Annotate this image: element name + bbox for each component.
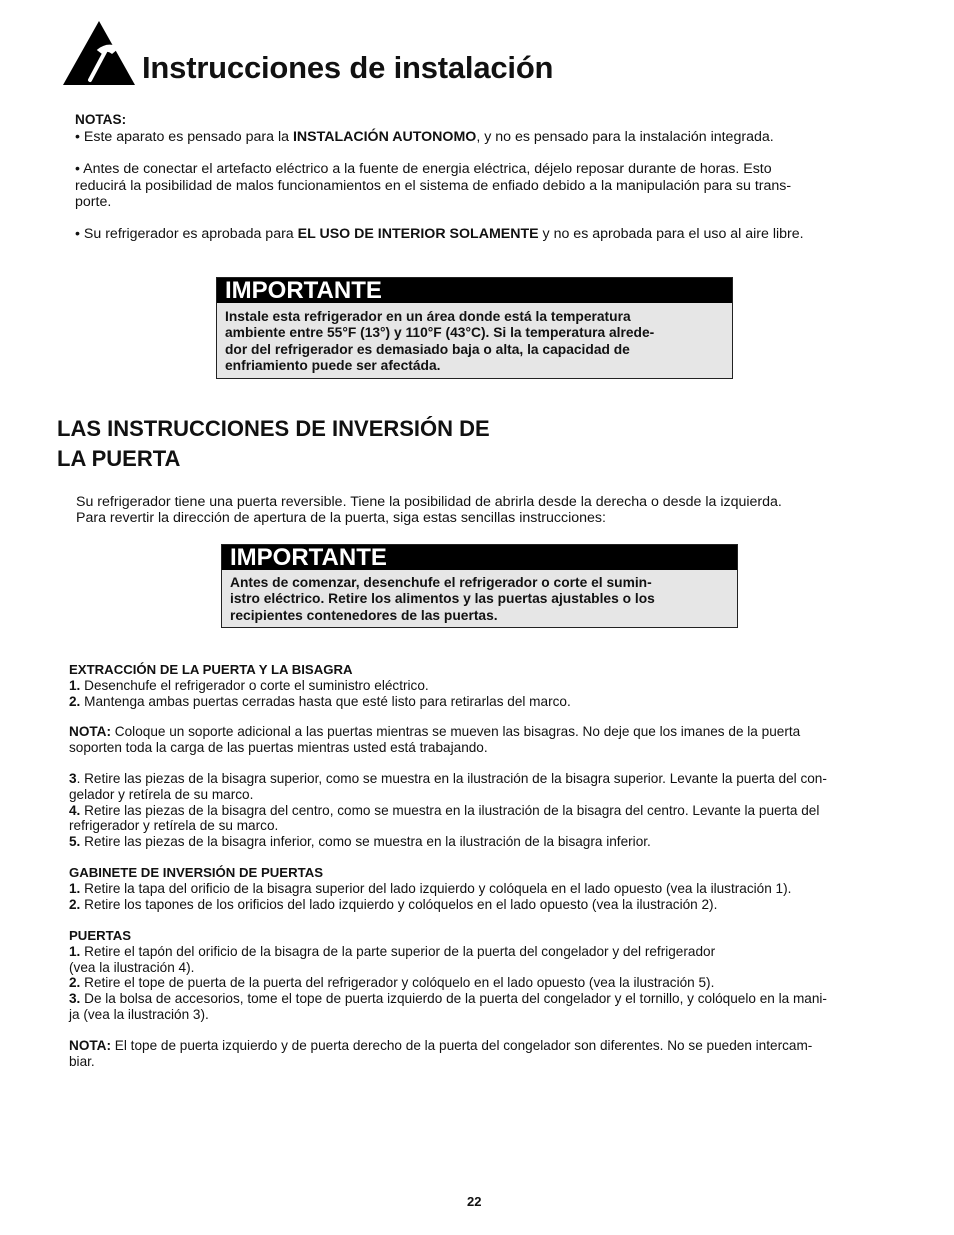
doors-step-3: 3. De la bolsa de accesorios, tome el tope de puerta izquierdo de la puerta del congelador y el tornillo, y colóquelo en la mani- ja (vea la ilustración 3). [69,991,827,1022]
note-standalone: • Este aparato es pensado para la INSTALACIÓN AUTONOMO, y no es pensado para la instalación integrada. [75,128,774,145]
extraction-block [69,662,899,850]
important-box-temperature [216,277,733,379]
page-title: Instrucciones de instalación [142,50,554,85]
section-intro: Su refrigerador tiene una puerta reversible. Tiene la posibilidad de abrirla desde la derecha o desde la izquierda. Para revertir la dirección de apertura de la puerta, siga estas sencillas instrucciones: [76,494,782,527]
important-box-unplug [221,544,738,628]
cabinet-block [69,865,899,912]
page-number: 22 [467,1194,482,1209]
important-header: IMPORTANTE [222,545,737,570]
extraction-step-3: 3. Retire las piezas de la bisagra superior, como se muestra en la ilustración de la bisagra superior. Levante la puerta del con- gelador y retírela de su marco. [69,770,827,802]
note-indoor: • Su refrigerador es aprobada para EL USO DE INTERIOR SOLAMENTE y no es aprobada para el uso al aire libre. [75,226,804,243]
extraction-heading: EXTRACCIÓN DE LA PUERTA Y LA BISAGRA [69,662,353,677]
extraction-step-2: 2. Mantenga ambas puertas cerradas hasta que esté listo para retirarlas del marco. [69,693,571,709]
extraction-note: NOTA: Coloque un soporte adicional a las puertas mientras se mueven las bisagras. No deje que los imanes de la puerta soporten toda la carga de las puertas mientras usted está trabajando. [69,724,801,756]
warning-hammer-icon [62,20,136,86]
important-header: IMPORTANTE [217,278,732,303]
notes-heading: NOTAS: [75,112,127,127]
cabinet-step-1: 1. Retire la tapa del orificio de la bisagra superior del lado izquierdo y colóquela en el lado opuesto (vea la ilustración 1). [69,880,792,896]
extraction-step-4: 4. Retire las piezas de la bisagra del centro, como se muestra en la ilustración de la bisagra del centro. Levante la puerta del refrigerador y retírela de su marco. [69,802,820,834]
important-text: Instale esta refrigerador en un área donde está la temperatura ambiente entre 55°F (13°) y 110°F (43°C). Si la temperatura alrede- dor del refrigerador es demasiado baja o alta, la capacidad de enfriamiento puede ser afectáda. [225,309,655,374]
extraction-step-1: 1. Desenchufe el refrigerador o corte el suministro eléctrico. [69,677,429,693]
notes-block [75,112,895,243]
doors-block [69,928,899,1069]
doors-step-1: 1. Retire el tapón del orificio de la bisagra de la parte superior de la puerta del congelador y del refrigerador (vea la ilustración 4). [69,943,716,975]
cabinet-step-2: 2. Retire los tapones de los orificios del lado izquierdo y colóquelos en el lado opuesto (vea la ilustración 2). [69,896,718,912]
section-title: LAS INSTRUCCIONES DE INVERSIÓN DE LA PUERTA [57,416,490,471]
note-rest: • Antes de conectar el artefacto eléctrico a la fuente de energia eléctrica, déjelo reposar durante de horas. Esto reducirá la posibilidad de malos funcionamientos en el sistema de enfiado debido a la manipulación para su trans- porte. [75,161,792,211]
important-text: Antes de comenzar, desenchufe el refrigerador o corte el sumin- istro eléctrico. Retire los alimentos y las puertas ajustables o los recipientes contenedores de las puertas. [230,575,655,623]
doors-step-2: 2. Retire el tope de puerta de la puerta del refrigerador y colóquelo en el lado opuesto (vea la ilustración 5). [69,975,715,991]
extraction-step-5: 5. Retire las piezas de la bisagra inferior, como se muestra en la ilustración de la bisagra inferior. [69,834,651,850]
cabinet-heading: GABINETE DE INVERSIÓN DE PUERTAS [69,865,324,880]
doors-note: NOTA: El tope de puerta izquierdo y de puerta derecho de la puerta del congelador son diferentes. No se pueden intercam- biar. [69,1037,813,1069]
doors-heading: PUERTAS [69,928,132,943]
